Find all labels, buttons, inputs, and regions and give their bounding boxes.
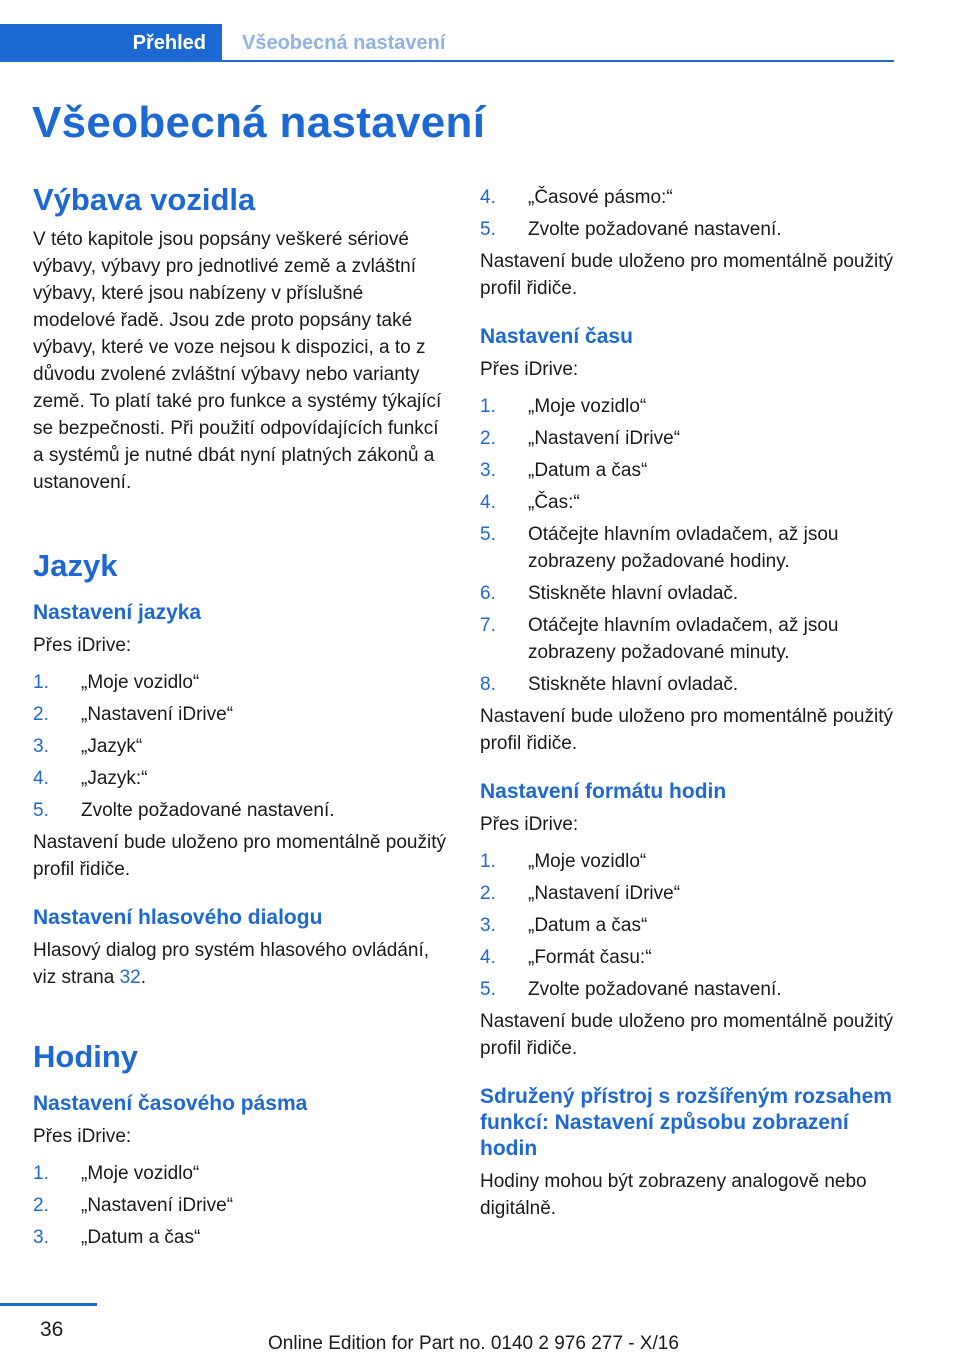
step-text: „Datum a čas“	[528, 915, 648, 936]
list-item	[480, 671, 896, 698]
step-number: 3.	[33, 1227, 49, 1248]
step-text: „Nastavení iDrive“	[81, 1195, 234, 1216]
step-number: 2.	[33, 1195, 49, 1216]
pres-idrive-text: Přes iDrive:	[480, 814, 579, 835]
step-number: 6.	[480, 583, 496, 604]
page-link-32[interactable]: 32	[119, 967, 141, 988]
subsection-hlasovy-dialog: Nastavení hlasového dialogu	[33, 906, 323, 929]
step-number: 7.	[480, 615, 496, 636]
step-text: „Nastavení iDrive“	[81, 704, 234, 725]
subsection-casove-pasmo: Nastavení časového pásma	[33, 1092, 308, 1115]
list-item	[480, 848, 896, 875]
page-title: Všeobecná nastavení	[32, 98, 486, 147]
edition-footer: Online Edition for Part no. 0140 2 976 277 - X/16	[268, 1333, 679, 1354]
step-text: Stiskněte hlavní ovladač.	[528, 674, 739, 695]
step-number: 5.	[480, 979, 496, 1000]
step-number: 4.	[480, 492, 496, 513]
ulozeno-text: Nastavení bude uloženo pro momentálně použitý profil řidiče.	[480, 251, 893, 299]
pres-idrive-text: Přes iDrive:	[33, 635, 132, 656]
tab-vseobecna-label: Všeobecná nastavení	[242, 31, 446, 54]
step-number: 1.	[480, 396, 496, 417]
step-number: 2.	[33, 704, 49, 725]
step-text: „Moje vozidlo“	[81, 1163, 200, 1184]
section-vybava-title: Výbava vozidla	[33, 182, 256, 217]
tab-vseobecna-nastaveni[interactable]	[222, 24, 894, 62]
subsection-format-hodin: Nastavení formátu hodin	[480, 780, 727, 803]
list-item	[33, 765, 449, 792]
step-text: „Jazyk“	[81, 736, 143, 757]
pres-idrive-text: Přes iDrive:	[33, 1126, 132, 1147]
step-text: „Časové pásmo:“	[528, 187, 673, 208]
ulozeno-text: Nastavení bude uloženo pro momentálně použitý profil řidiče.	[33, 832, 446, 880]
hlas-text: Hlasový dialog pro systém hlasového ovládání, viz strana	[33, 940, 430, 988]
cas-steps-list	[480, 393, 896, 698]
list-item	[33, 1224, 449, 1251]
step-number: 5.	[480, 524, 496, 545]
pasmo-steps-cont-list	[480, 184, 896, 243]
step-number: 2.	[480, 883, 496, 904]
step-text: „Datum a čas“	[528, 460, 648, 481]
step-number: 3.	[33, 736, 49, 757]
list-item	[480, 393, 896, 420]
subsection-sdruzeny-pristroj: Sdružený přístroj s rozšířeným rozsahem funkcí: Nastavení způsobu zobrazení hodin	[480, 1085, 892, 1160]
step-number: 5.	[33, 800, 49, 821]
step-number: 4.	[480, 947, 496, 968]
right-column	[480, 184, 896, 1222]
footer-divider	[0, 1303, 97, 1306]
step-text: Zvolte požadované nastavení.	[528, 219, 782, 240]
section-hodiny-title: Hodiny	[33, 1039, 139, 1074]
list-item	[480, 976, 896, 1003]
step-text: „Moje vozidlo“	[528, 396, 647, 417]
step-number: 3.	[480, 915, 496, 936]
ulozeno-text: Nastavení bude uloženo pro momentálně použitý profil řidiče.	[480, 1011, 893, 1059]
list-item	[480, 912, 896, 939]
step-number: 1.	[480, 851, 496, 872]
step-number: 8.	[480, 674, 496, 695]
list-item	[33, 797, 449, 824]
step-number: 4.	[33, 768, 49, 789]
subsection-nastaveni-jazyka: Nastavení jazyka	[33, 601, 202, 624]
subsection-nastaveni-casu: Nastavení času	[480, 325, 633, 348]
list-item	[480, 944, 896, 971]
sdruzeny-paragraph: Hodiny mohou být zobrazeny analogově nebo digitálně.	[480, 1171, 867, 1219]
section-jazyk-title: Jazyk	[33, 548, 118, 583]
step-text: Zvolte požadované nastavení.	[528, 979, 782, 1000]
step-text: „Datum a čas“	[81, 1227, 201, 1248]
header-bar	[0, 0, 960, 64]
list-item	[480, 457, 896, 484]
pres-idrive-text: Přes iDrive:	[480, 359, 579, 380]
list-item	[480, 489, 896, 516]
step-text: Stiskněte hlavní ovladač.	[528, 583, 739, 604]
step-text: „Nastavení iDrive“	[528, 883, 681, 904]
step-text: Otáčejte hlavním ovladačem, až jsou zobrazeny požadované hodiny.	[528, 524, 839, 572]
hlas-paragraph	[33, 937, 449, 991]
page-number: 36	[40, 1318, 64, 1341]
step-number: 1.	[33, 672, 49, 693]
left-column	[33, 180, 449, 1256]
format-steps-list	[480, 848, 896, 1003]
list-item	[33, 733, 449, 760]
list-item	[480, 612, 896, 666]
jazyk-steps-list	[33, 669, 449, 824]
list-item	[33, 701, 449, 728]
pasmo-steps-list	[33, 1160, 449, 1251]
tab-prehled[interactable]	[0, 24, 222, 62]
tab-prehled-label: Přehled	[132, 31, 206, 54]
step-number: 2.	[480, 428, 496, 449]
list-item	[480, 521, 896, 575]
step-text: „Jazyk:“	[81, 768, 148, 789]
step-text: Zvolte požadované nastavení.	[81, 800, 335, 821]
step-text: Otáčejte hlavním ovladačem, až jsou zobrazeny požadované minuty.	[528, 615, 839, 663]
list-item	[33, 669, 449, 696]
list-item	[480, 580, 896, 607]
step-text: „Nastavení iDrive“	[528, 428, 681, 449]
list-item	[480, 184, 896, 211]
step-number: 4.	[480, 187, 496, 208]
vybava-paragraph: V této kapitole jsou popsány veškeré sériové výbavy, výbavy pro jednotlivé země a zvláštní výbavy, které jsou nabízeny v příslušné modelové řadě. Jsou zde proto popsány také výbavy, které ve voze nejsou k dispozici, a to z důvodu zvolené zvláštní výbavy nebo varianty země. To platí také pro funkce a systémy týkající se bezpečnosti. Při použití odpovídajících funkcí a systémů je nutné dbát nyní platných zákonů a ustanovení.	[33, 229, 442, 493]
step-text: „Moje vozidlo“	[81, 672, 200, 693]
list-item	[480, 425, 896, 452]
list-item	[480, 216, 896, 243]
list-item	[480, 880, 896, 907]
step-number: 5.	[480, 219, 496, 240]
header-divider	[222, 60, 894, 62]
step-text: „Formát času:“	[528, 947, 652, 968]
ulozeno-text: Nastavení bude uloženo pro momentálně použitý profil řidiče.	[480, 706, 893, 754]
step-number: 1.	[33, 1163, 49, 1184]
step-text: „Čas:“	[528, 492, 580, 513]
hlas-end: .	[140, 967, 147, 988]
step-text: „Moje vozidlo“	[528, 851, 647, 872]
list-item	[33, 1192, 449, 1219]
step-number: 3.	[480, 460, 496, 481]
list-item	[33, 1160, 449, 1187]
